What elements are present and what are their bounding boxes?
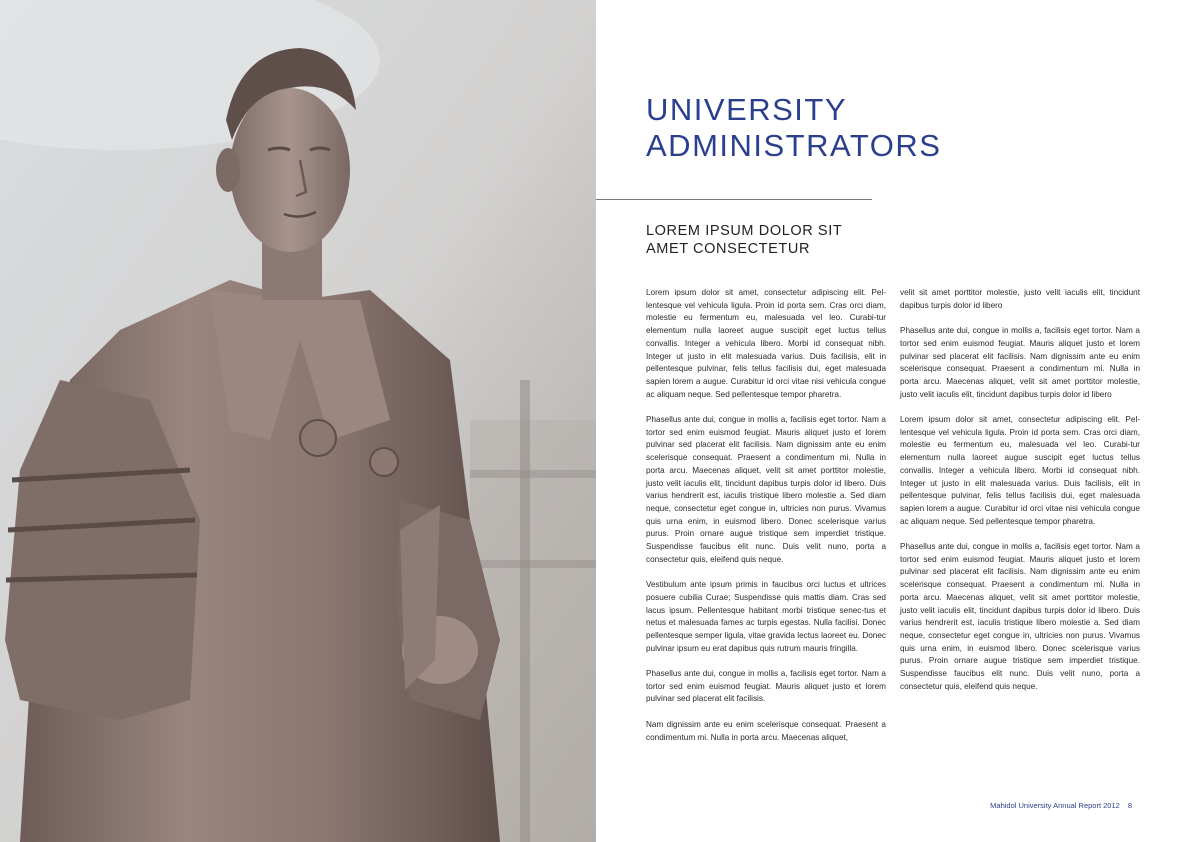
page-footer [960,801,1132,810]
body-column-right [900,287,1140,706]
body-paragraph: Lorem ipsum dolor sit amet, consectetur adipiscing elit. Pel-lentesque vel vehicula ligula. Proin id porta sem. Cras orci diam, molestie eu fermentum eu, malesuada vel leo. Curabi-tur elementum nulla laoreet augue suscipit eget luctus tellus convallis. Integer a vehicula libero. Morbi id consequat nibh. Integer ut justo in elit malesuada varius. Duis facilisis, elit in pellentesque pulvinar, felis tellus facilisis dui, eget malesuada sapien lorem a augue. Curabitur id orci vitae nisi vehicula congue ac aliquam neque. Sed pellentesque tempor pharetra. [646,288,886,399]
page-title-line-1: UNIVERSITY [646,92,848,127]
section-subtitle-line-1: LOREM IPSUM DOLOR SIT [646,223,843,239]
body-paragraph: Phasellus ante dui, congue in mollis a, facilisis eget tortor. Nam a tortor sed enim euismod feugiat. Mauris aliquet justo et lorem pulvinar sed placerat elit facilisis. Nam dignissim ante eu enim scelerisque consequat. Praesent a condimentum mi. Nulla in porta arcu. Maecenas aliquet, velit sit amet porttitor molestie, justo velit iaculis elit, tincidunt dapibus turpis dolor id libero [900,326,1140,399]
title-divider [596,199,872,200]
body-paragraph: Lorem ipsum dolor sit amet, consectetur adipiscing elit. Pel-lentesque vel vehicula ligula. Proin id porta sem. Cras orci diam, molestie eu fermentum eu, malesuada vel leo. Curabi-tur elementum nulla laoreet augue suscipit eget luctus tellus convallis. Integer a vehicula libero. Morbi id consequat nibh. Integer ut justo in elit malesuada varius. Duis facilisis, elit in pellentesque pulvinar, felis tellus facilisis dui, eget malesuada sapien lorem a augue. Curabitur id orci vitae nisi vehicula congue ac aliquam neque. Sed pellentesque tempor pharetra. [900,415,1140,526]
body-paragraph: Phasellus ante dui, congue in mollis a, facilisis eget tortor. Nam a tortor sed enim euismod feugiat. Mauris aliquet justo et lorem pulvinar sed placerat elit facilisis. Nam dignissim ante eu enim scelerisque consequat. Praesent a condimentum mi. Nulla in porta arcu. Maecenas aliquet, velit sit amet porttitor molestie, justo velit iaculis elit, tincidunt dapibus turpis dolor id libero. Duis varius hendrerit est, iaculis tristique libero molestie a. Sed diam neque, consectetur eget congue in, ultricies non purus. Vivamus quis urna enim, in euismod libero. Donec scelerisque varius purus. Proin ornare augue tristique sem imperdiet tristique. Suspendisse faucibus elit nunc. Duis velit nuno, porta a consectetur quis, eleifend quis neque. [646,415,886,564]
page-title-line-2: ADMINISTRATORS [646,128,942,163]
section-subtitle-line-2: AMET CONSECTETUR [646,241,811,257]
body-paragraph: Phasellus ante dui, congue in mollis a, facilisis eget tortor. Nam a tortor sed enim euismod feugiat. Mauris aliquet justo et lorem pulvinar sed placerat elit facilisis. Nam dignissim ante eu enim scelerisque consequat. Praesent a condimentum mi. Nulla in porta arcu. Maecenas aliquet, velit sit amet porttitor molestie, justo velit iaculis elit, tincidunt dapibus turpis dolor id libero. Duis varius hendrerit est, iaculis tristique libero molestie a. Sed diam neque, consectetur eget congue in, ultricies non purus. Vivamus quis urna enim, in euismod libero. Donec scelerisque varius purus. Proin ornare augue tristique sem imperdiet tristique. Suspendisse faucibus elit nunc. Duis velit nuno, porta a consectetur quis, eleifend quis neque. [900,542,1140,691]
body-paragraph: Nam dignissim ante eu enim scelerisque consequat. Praesent a condimentum mi. Nulla in porta arcu. Maecenas aliquet, [646,719,886,742]
body-paragraph: Vestibulum ante ipsum primis in faucibus orci luctus et ultrices posuere cubilia Curae; Suspendisse quis mattis diam. Cras sed lacus ipsum. Pellentesque habitant morbi tristique senec-tus et netus et malesuada fames ac turpis egestas. Nulla facilisi. Donec pellentesque semper ligula, vitae gravida lectus laoreet eu. Donec pulvinar ipsum eu erat dapibus quis rutrum mauris fringilla. [646,580,886,653]
page-title [646,92,1046,164]
page-number: 8 [1127,801,1132,810]
section-subtitle [646,222,906,258]
body-paragraph: Phasellus ante dui, congue in mollis a, facilisis eget tortor. Nam a tortor sed enim euismod feugiat. Mauris aliquet justo et lorem pulvinar sed placerat elit facilisis. [646,669,886,704]
body-column-left [646,287,886,757]
body-paragraph: velit sit amet porttitor molestie, justo velit iaculis elit, tincidunt dapibus turpis dolor id libero [900,288,1140,310]
report-name: Mahidol University Annual Report 2012 [990,801,1120,810]
